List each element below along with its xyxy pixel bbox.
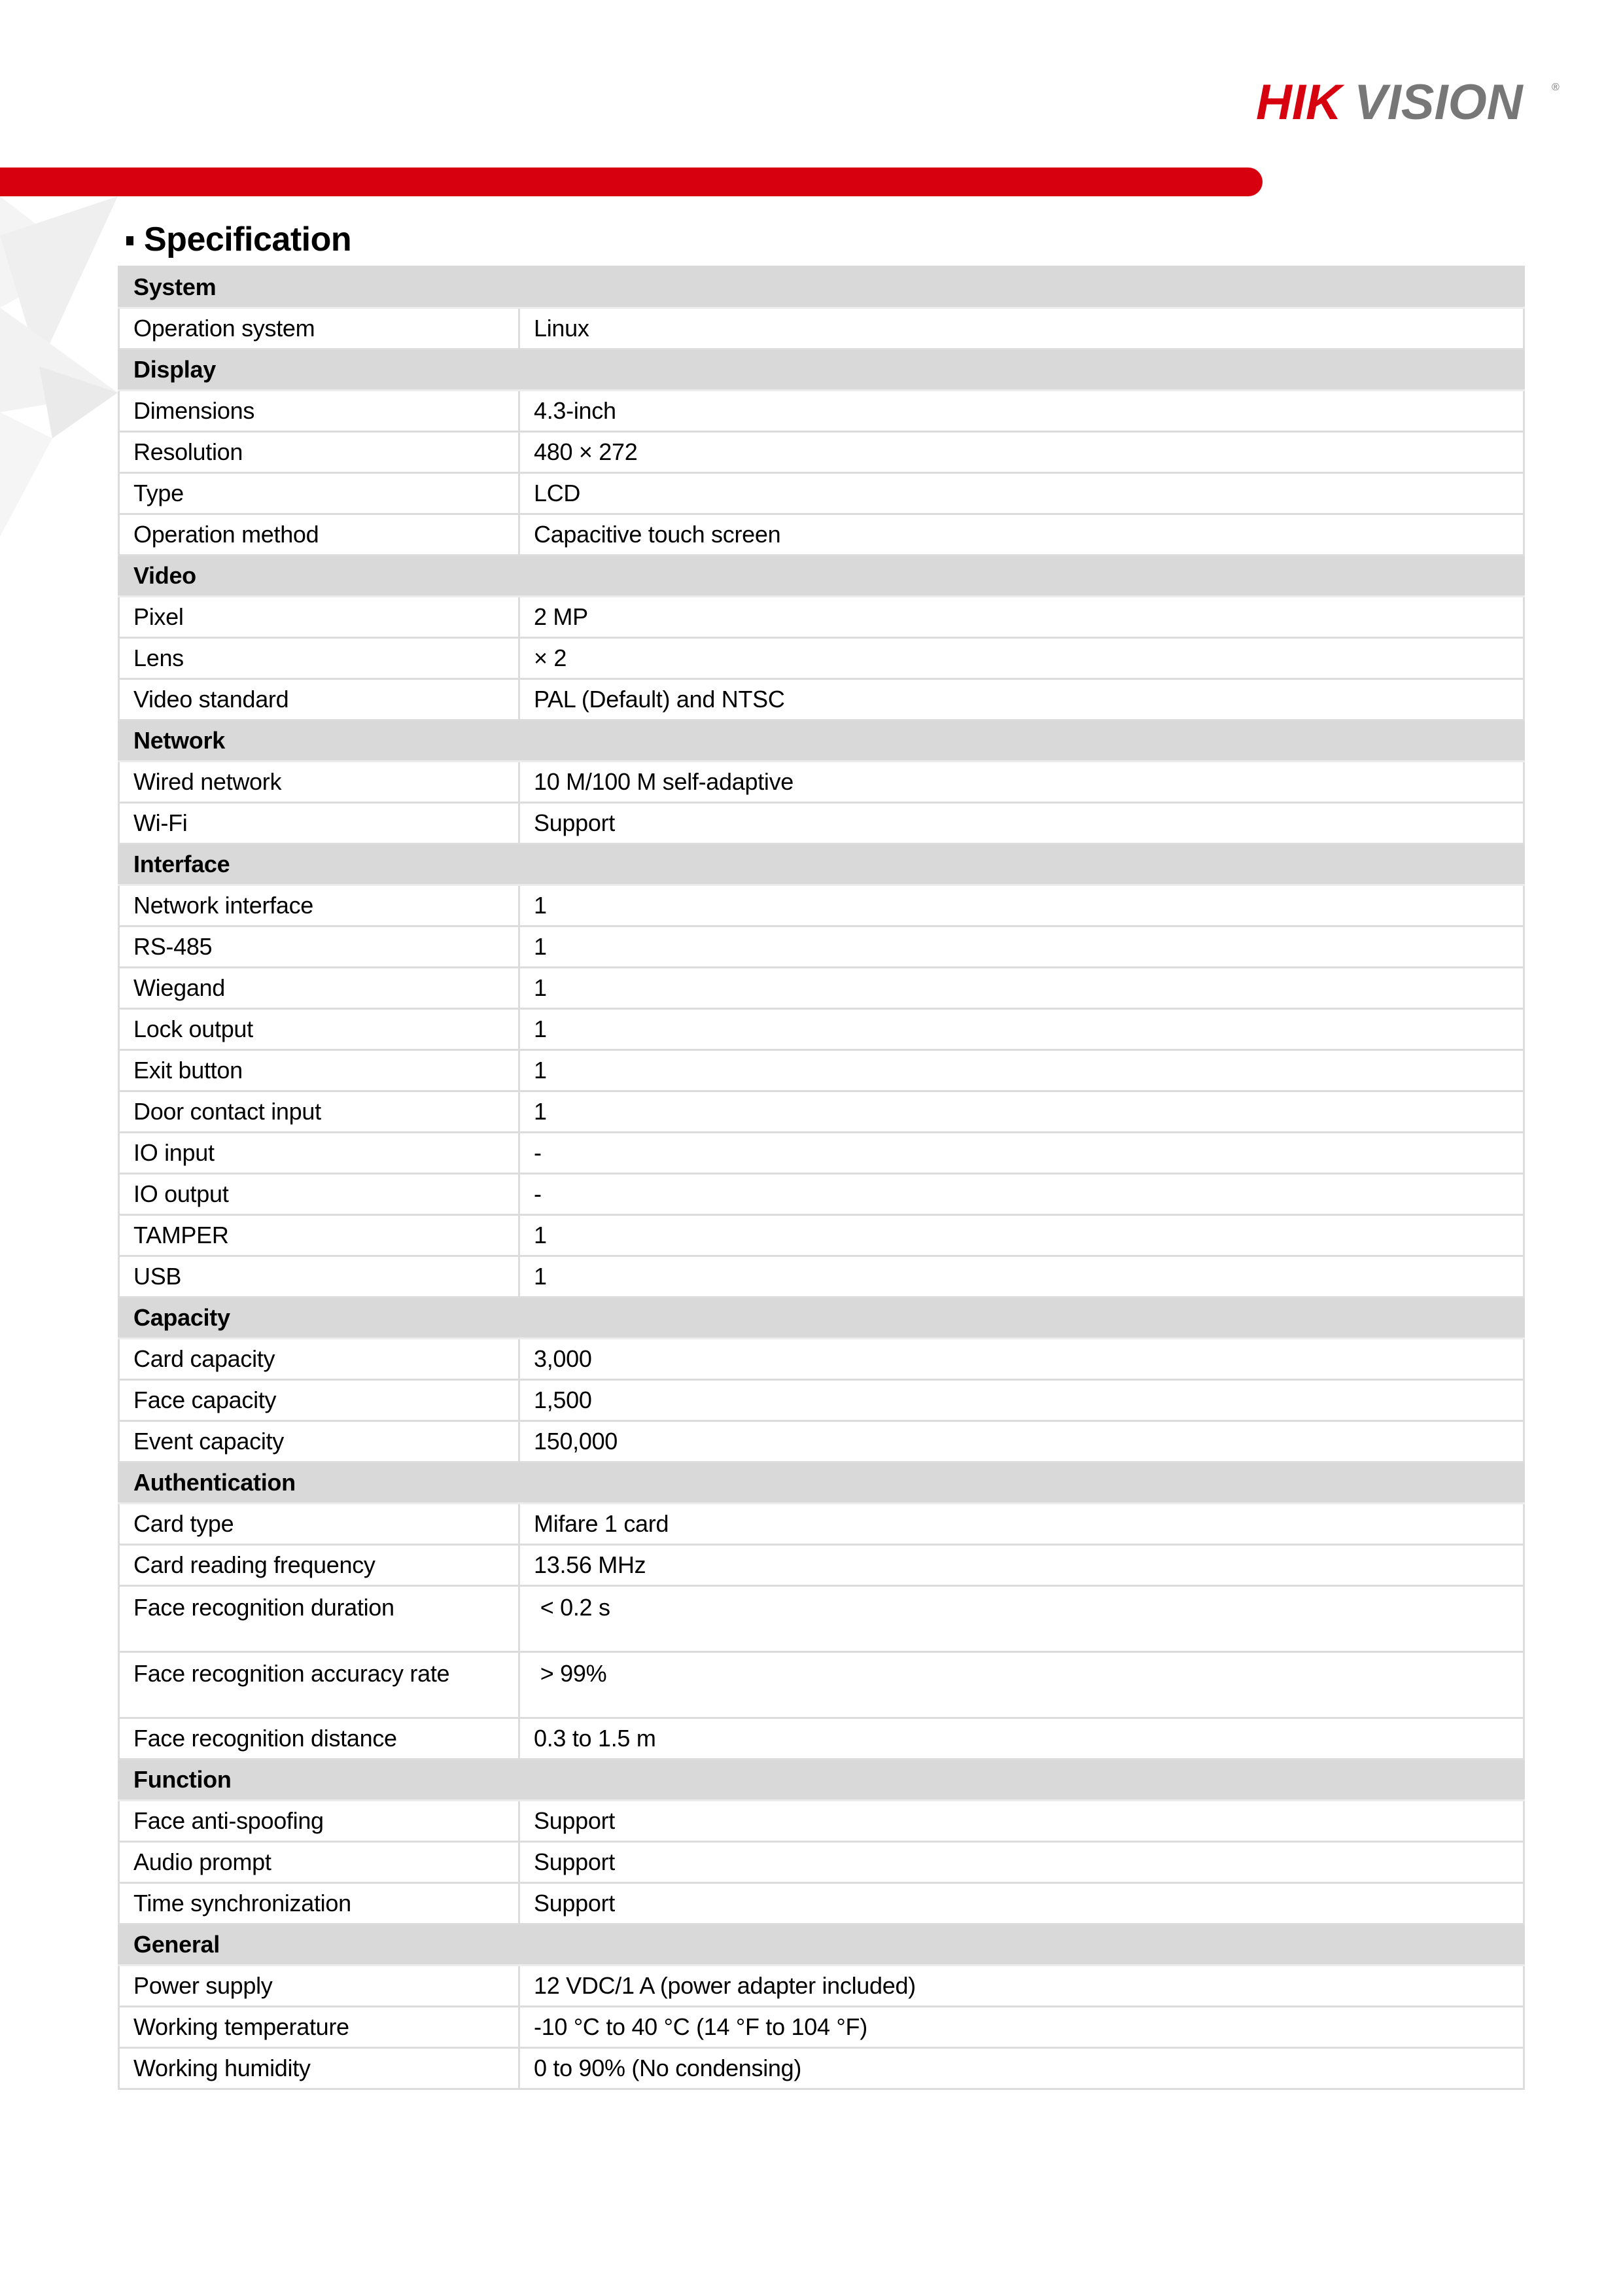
table-row — [119, 1380, 1524, 1421]
table-row — [119, 762, 1524, 803]
table-row — [119, 1215, 1524, 1256]
section-header-row — [119, 267, 1524, 308]
spec-label: Video standard — [119, 679, 519, 720]
table-row — [119, 1050, 1524, 1091]
spec-label: Face capacity — [119, 1380, 519, 1421]
section-header-row — [119, 1924, 1524, 1966]
spec-label: Face recognition accuracy rate — [119, 1652, 519, 1718]
spec-value: 1 — [519, 885, 1524, 927]
spec-value: Support — [519, 1842, 1524, 1883]
table-row — [119, 1256, 1524, 1298]
spec-label: Operation method — [119, 514, 519, 556]
table-row — [119, 1009, 1524, 1050]
spec-label: Time synchronization — [119, 1883, 519, 1924]
section-header: Display — [119, 349, 1524, 391]
section-header-row — [119, 720, 1524, 762]
section-header-row — [119, 1462, 1524, 1504]
table-row — [119, 638, 1524, 679]
table-row — [119, 391, 1524, 432]
specification-table — [118, 266, 1525, 2090]
spec-value: Support — [519, 1801, 1524, 1842]
spec-value: × 2 — [519, 638, 1524, 679]
table-row — [119, 1842, 1524, 1883]
spec-value: 1 — [519, 1009, 1524, 1050]
spec-label: Card reading frequency — [119, 1545, 519, 1586]
spec-label: Network interface — [119, 885, 519, 927]
spec-value: Support — [519, 803, 1524, 844]
spec-label: Exit button — [119, 1050, 519, 1091]
spec-label: Wired network — [119, 762, 519, 803]
section-header: General — [119, 1924, 1524, 1966]
section-header-row — [119, 844, 1524, 885]
section-header-row — [119, 1759, 1524, 1801]
decorative-watermark-shape — [0, 196, 124, 537]
spec-value: - — [519, 1133, 1524, 1174]
page-title — [126, 220, 351, 259]
spec-value: Mifare 1 card — [519, 1504, 1524, 1545]
table-row — [119, 1801, 1524, 1842]
section-header: Authentication — [119, 1462, 1524, 1504]
table-row — [119, 1718, 1524, 1759]
table-row — [119, 1091, 1524, 1133]
table-row — [119, 473, 1524, 514]
table-row — [119, 1339, 1524, 1380]
section-header: Capacity — [119, 1298, 1524, 1339]
table-row — [119, 803, 1524, 844]
square-bullet-icon — [126, 236, 133, 245]
section-header-row — [119, 1298, 1524, 1339]
spec-value: 10 M/100 M self-adaptive — [519, 762, 1524, 803]
table-row — [119, 679, 1524, 720]
spec-label: Face recognition distance — [119, 1718, 519, 1759]
spec-label: Working humidity — [119, 2048, 519, 2089]
table-row — [119, 927, 1524, 968]
table-row — [119, 1883, 1524, 1924]
spec-value: 1 — [519, 1091, 1524, 1133]
spec-label: USB — [119, 1256, 519, 1298]
section-header: Function — [119, 1759, 1524, 1801]
table-row — [119, 968, 1524, 1009]
spec-value: > 99% — [519, 1652, 1524, 1718]
table-row — [119, 2048, 1524, 2089]
spec-label: Card capacity — [119, 1339, 519, 1380]
spec-label: Pixel — [119, 597, 519, 638]
spec-label: Audio prompt — [119, 1842, 519, 1883]
spec-label: IO input — [119, 1133, 519, 1174]
table-row — [119, 514, 1524, 556]
spec-value: 480 × 272 — [519, 432, 1524, 473]
spec-label: Door contact input — [119, 1091, 519, 1133]
spec-label: TAMPER — [119, 1215, 519, 1256]
spec-value: 1 — [519, 1050, 1524, 1091]
spec-value: 1 — [519, 968, 1524, 1009]
spec-value: 4.3-inch — [519, 391, 1524, 432]
spec-value: Support — [519, 1883, 1524, 1924]
table-row — [119, 597, 1524, 638]
hikvision-logo — [1256, 77, 1563, 126]
spec-value: 150,000 — [519, 1421, 1524, 1462]
section-header-row — [119, 349, 1524, 391]
spec-label: IO output — [119, 1174, 519, 1215]
header-red-bar — [0, 168, 1263, 196]
spec-value: 1,500 — [519, 1380, 1524, 1421]
table-row — [119, 1133, 1524, 1174]
registered-mark: ® — [1552, 82, 1560, 93]
spec-value: 1 — [519, 927, 1524, 968]
spec-value: PAL (Default) and NTSC — [519, 679, 1524, 720]
spec-label: Face anti-spoofing — [119, 1801, 519, 1842]
spec-label: Lens — [119, 638, 519, 679]
spec-value: 1 — [519, 1256, 1524, 1298]
spec-label: Working temperature — [119, 2007, 519, 2048]
section-header: Network — [119, 720, 1524, 762]
spec-value: - — [519, 1174, 1524, 1215]
section-header: Interface — [119, 844, 1524, 885]
spec-label: Wiegand — [119, 968, 519, 1009]
spec-value: 12 VDC/1 A (power adapter included) — [519, 1966, 1524, 2007]
spec-value: Capacitive touch screen — [519, 514, 1524, 556]
spec-value: < 0.2 s — [519, 1586, 1524, 1652]
spec-value: -10 °C to 40 °C (14 °F to 104 °F) — [519, 2007, 1524, 2048]
spec-label: Operation system — [119, 308, 519, 349]
section-header-row — [119, 556, 1524, 597]
logo-text-red: HIK — [1256, 77, 1342, 126]
table-row — [119, 432, 1524, 473]
table-row — [119, 1652, 1524, 1718]
spec-label: Card type — [119, 1504, 519, 1545]
spec-label: Resolution — [119, 432, 519, 473]
spec-value: 0.3 to 1.5 m — [519, 1718, 1524, 1759]
page-title-text: Specification — [144, 221, 352, 258]
spec-value: 3,000 — [519, 1339, 1524, 1380]
section-header: Video — [119, 556, 1524, 597]
table-row — [119, 1586, 1524, 1652]
table-row — [119, 885, 1524, 927]
spec-label: Event capacity — [119, 1421, 519, 1462]
spec-label: Face recognition duration — [119, 1586, 519, 1652]
spec-label: Dimensions — [119, 391, 519, 432]
spec-value: 13.56 MHz — [519, 1545, 1524, 1586]
spec-label: RS-485 — [119, 927, 519, 968]
table-row — [119, 1421, 1524, 1462]
spec-value: Linux — [519, 308, 1524, 349]
table-row — [119, 1504, 1524, 1545]
spec-value: LCD — [519, 473, 1524, 514]
spec-label: Lock output — [119, 1009, 519, 1050]
spec-label: Wi-Fi — [119, 803, 519, 844]
table-row — [119, 1966, 1524, 2007]
spec-label: Power supply — [119, 1966, 519, 2007]
logo-text-gray: VISION — [1354, 77, 1523, 126]
spec-label: Type — [119, 473, 519, 514]
spec-value: 0 to 90% (No condensing) — [519, 2048, 1524, 2089]
table-row — [119, 1545, 1524, 1586]
table-row — [119, 1174, 1524, 1215]
spec-value: 2 MP — [519, 597, 1524, 638]
table-row — [119, 2007, 1524, 2048]
spec-value: 1 — [519, 1215, 1524, 1256]
table-row — [119, 308, 1524, 349]
section-header: System — [119, 267, 1524, 308]
